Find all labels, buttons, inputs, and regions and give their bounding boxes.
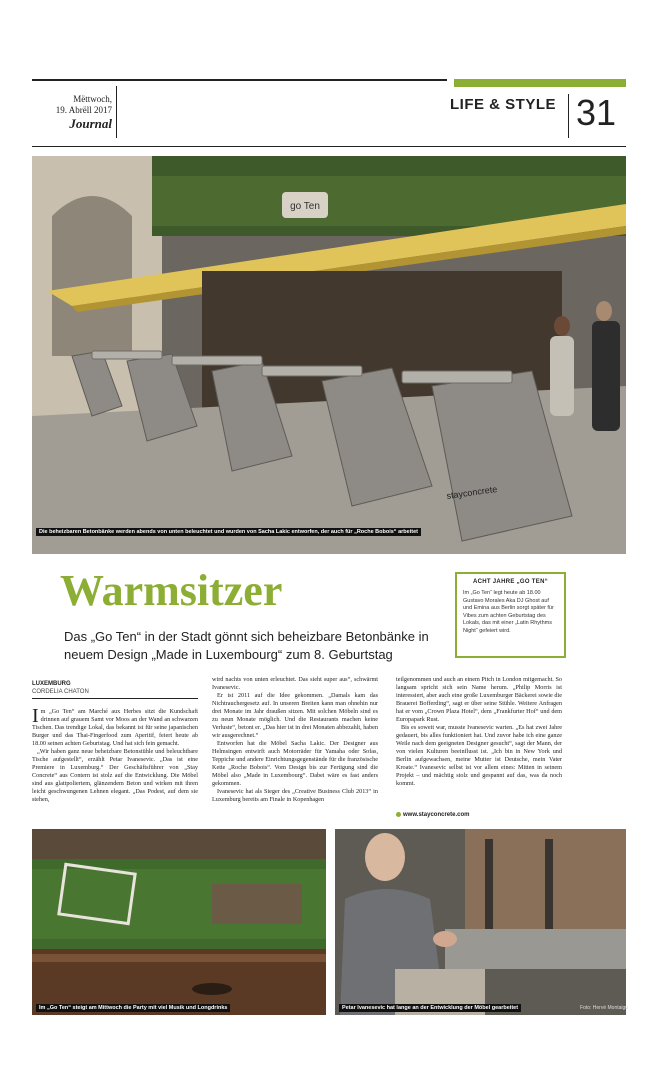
section-accent-bar	[454, 79, 626, 87]
page-number: 31	[576, 92, 617, 133]
paragraph: wird nachts von unten erleuchtet. Das sieht super aus“, schwärmt Ivanesevic.	[212, 676, 378, 691]
byline-rule	[32, 698, 198, 699]
masthead-date	[32, 94, 112, 116]
drop-cap: I	[32, 705, 39, 727]
paragraph: Bis es soweit war, musste Ivanesevic warten. „Es hat zwei Jahre gedauert, bis alles funktioniert hat. Und zuvor habe ich eine ganze Weile nach dem geeigneten Designer gesucht“, sagt der Mann, der von vielen Kulturen beeinflusst ist. „Ich bin in New York und Berlin aufgewachsen, meine Mutter ist Deutsche, mein Vater Kroate.“ Ivanesevic selbst ist vor allem eines: Mitten in seinem Projekt – und mächtig stolz und gespannt auf das, was da noch kommt.	[396, 724, 562, 787]
headline: Warmsitzer	[60, 566, 283, 615]
website-link[interactable]	[396, 812, 469, 818]
masthead-divider	[116, 86, 117, 138]
article-column-2	[212, 676, 378, 804]
paragraph: Ivanesevic hat als Sieger des „Creative Business Club 2013“ in Luxemburg bereits am Finale in Kopenhagen	[212, 788, 378, 803]
info-box-title: ACHT JAHRE „GO TEN“	[472, 579, 549, 585]
masthead-rule-top	[32, 79, 447, 81]
article-column-1	[32, 705, 198, 804]
bench-brand-text: stayconcrete	[445, 483, 498, 501]
author-byline: CORDELIA CHATON	[32, 689, 89, 695]
main-photo	[32, 156, 626, 554]
journal-logo: Journal	[69, 116, 112, 131]
photo-credit: Foto: Hervé Montaigu	[580, 1005, 629, 1011]
bar-interior-illustration	[32, 829, 326, 1015]
page-number-divider	[568, 94, 569, 138]
info-box	[455, 572, 566, 658]
section-title: LIFE & STYLE	[450, 96, 557, 113]
portrait-photo	[335, 829, 629, 1015]
info-box-text: Im „Go Ten“ legt heute ab 18.00 Gustavo Morales Aka DJ Ghost auf und Emina aus Berlin sorgt später für Vibes zum achten Geburtstag des Lokals, das mit einer „Latin Rhythms Night“ gefeiert wird.	[463, 590, 554, 634]
portrait-caption: Petar Ivanesevic hat lange an der Entwicklung der Möbel gearbeitet	[339, 1004, 521, 1012]
main-photo-caption: Die beheizbaren Betonbänke werden abends von unten beleuchtet und wurden von Sacha Lakic entworfen, der auch für „Roche Bobois“ arbeitet	[36, 528, 421, 536]
portrait-illustration	[335, 829, 629, 1015]
paragraph: Entworfen hat die Möbel Sacha Lakic. Der Designer aus Helmsingen entwirft auch Motorräder für Yamaha oder Sofas, Teppiche und andere Einrichtungsgegenstände für die französische Kette „Roche Bobois“. Vom Design bis zur Fertigung sind die Möbel also „Made in Luxembourg“. Dabei wäre es fast anders gekommen.	[212, 740, 378, 787]
main-photo-illustration	[32, 156, 626, 554]
masthead-date-text: 19. Abrëll 2017	[55, 105, 112, 115]
masthead-day: Mëttwoch,	[73, 94, 112, 104]
article-column-3	[396, 676, 562, 788]
masthead-rule-bottom	[32, 146, 626, 147]
link-bullet-icon	[396, 812, 401, 817]
paragraph: „Wir haben ganz neue beheizbare Betonstühle und beleuchtbare Tische aufgestellt“, erzählt Petar Ivanesevic. „Das ist eine Premiere in Luxemburg.“ Der Geschäftsführer von „Stay Concrete“ aus Contern ist stolz auf die Entwicklung. Die Möbel sind aus glattpoliertem, glänzendem Beton und wirken mit ihren leicht geschwungenen Lehnen elegant. „Das Podest, auf dem sie stehen,	[32, 748, 198, 803]
paragraph: Er ist 2011 auf die Idee gekommen. „Damals kam das Nichtrauchergesetz auf. In unseren Breiten kann man ohnehin nur drei Monate im Jahr draußen sitzen. Mit solchen Möbeln sind es zu neun Monate möglich. Und die Restaurants machen keine Verluste“, betont er. „Das hier ist in drei Monaten abbezahlt, haben wir ausgerechnet.“	[212, 692, 378, 739]
bar-interior-photo	[32, 829, 326, 1015]
shop-sign-text: go Ten	[290, 201, 320, 212]
paragraph: teilgenommen und auch an einem Pitch in London mitgemacht. So langsam spricht sich sein Name herum. „Philip Morris ist interessiert, aber auch eine große Luxemburger Bäckerei sowie die Brauerei Bofferding“, sagt er über seine Stühle. Weitere Anfragen hat er vom „Crown Plaza Hotel“, dem „Frankfurter Hof“ und dem Europapark Rust.	[396, 676, 562, 723]
bar-photo-caption: Im „Go Ten“ steigt am Mittwoch die Party mit viel Musik und Longdrinks	[36, 1004, 230, 1012]
subheadline: Das „Go Ten“ in der Stadt gönnt sich beheizbare Betonbänke in neuem Design „Made in Luxembourg“ zum 8. Geburtstag	[64, 629, 429, 662]
paragraph: m „Go Ten“ am Marché aux Herbes sitzt die Kundschaft drinnen auf grauem Samt vor Moos an der Wand an schwarzen Tischen. Das trendige Lokal, das bekannt ist für seine japanischen Burger und das Thai-Fingerfood zum Aperitif, feiert heute ab 18.00 seinen achten Geburtstag. Und hat sich fein gemacht.	[32, 708, 198, 747]
dateline-kicker: LUXEMBURG	[32, 681, 71, 687]
website-link-text: www.stayconcrete.com	[403, 812, 470, 819]
